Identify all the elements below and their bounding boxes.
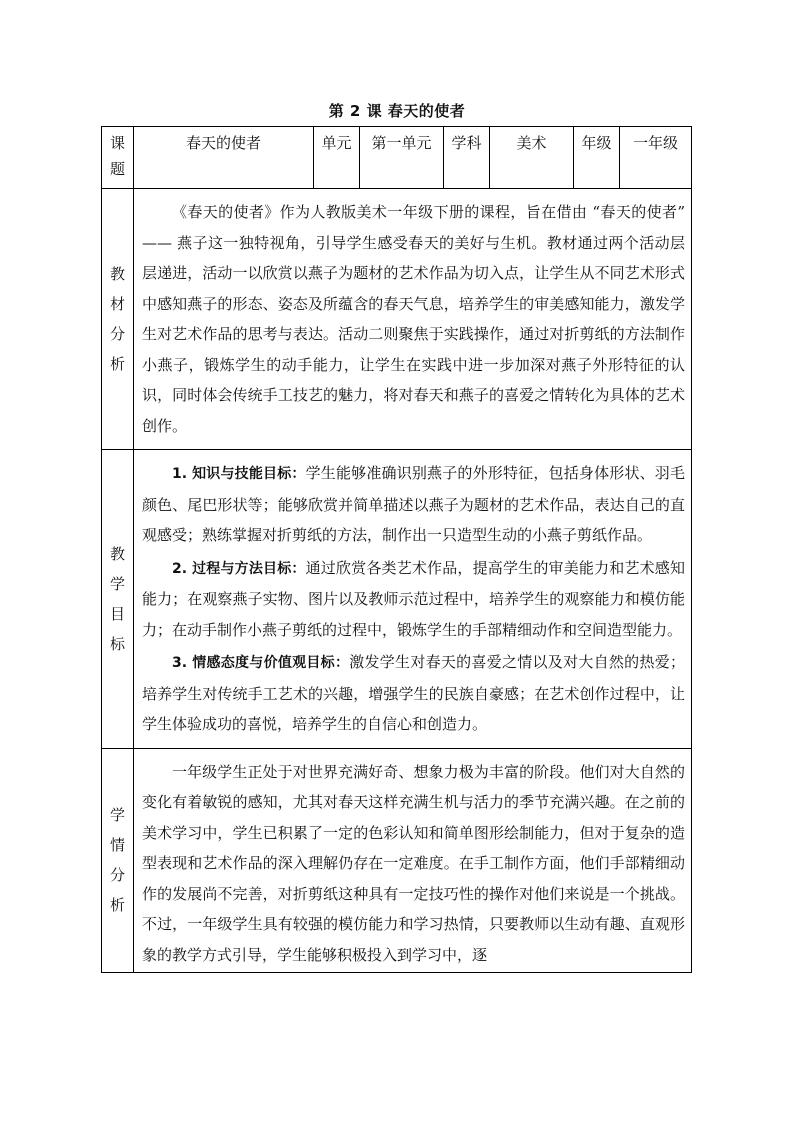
topic-value: 春天的使者 bbox=[134, 127, 314, 189]
goal-heading: 3. 情感态度与价值观目标： bbox=[172, 655, 350, 671]
page-title: 第 2 课 春天的使者 bbox=[328, 102, 466, 120]
grade-label: 年级 bbox=[574, 127, 620, 189]
teaching-goals-label-text: 教学目标 bbox=[109, 544, 125, 653]
teaching-goals-content bbox=[134, 450, 692, 749]
goal-heading: 2. 过程与方法目标： bbox=[172, 560, 306, 577]
goal-item bbox=[142, 458, 685, 551]
goal-item bbox=[142, 647, 685, 740]
goal-text: 通过欣赏各类艺术作品，提高学生的审美能力和艺术感知能力；在观察燕子实物、图片以及教师示范过程中，培养学生的观察能力和模仿能力；在动手制作小燕子剪纸的过程中，锻炼学生的手部精细动作和空间造型能力。 bbox=[142, 558, 685, 639]
subject-label: 学科 bbox=[444, 127, 490, 189]
goal-heading: 1. 知识与技能目标： bbox=[172, 466, 306, 482]
lesson-plan-table bbox=[101, 126, 692, 973]
topic-label-text: 课题 bbox=[109, 134, 125, 178]
learner-analysis-content bbox=[134, 748, 692, 973]
grade-value: 一年级 bbox=[620, 127, 692, 189]
learner-analysis-text: 一年级学生正处于对世界充满好奇、想象力极为丰富的阶段。他们对大自然的变化有着敏锐的感知，尤其对春天这样充满生机与活力的季节充满兴趣。在之前的美术学习中，学生已积累了一定的色彩认知和简单图形绘制能力，但对于复杂的造型表现和艺术作品的深入理解仍存在一定难度。在手工制作方面，他们手部精细动作的发展尚不完善，对折剪纸这种具有一定技巧性的操作对他们来说是一个挑战。不过，一年级学生具有较强的模仿能力和学习热情，只要教师以生动有趣、直观形象的教学方式引导，学生能够积极投入到学习中，逐 bbox=[142, 762, 685, 964]
topic-label bbox=[102, 127, 134, 189]
subject-value: 美术 bbox=[490, 127, 574, 189]
goal-text: 学生能够准确识别燕子的外形特征，包括身体形状、羽毛颜色、尾巴形状等；能够欣赏并简单描述以燕子为题材的艺术作品，表达自己的直观感受；熟练掌握对折剪纸的方法，制作出一只造型生动的小燕子剪纸作品。 bbox=[142, 464, 685, 544]
learner-analysis-label bbox=[102, 748, 134, 973]
material-analysis-label-text: 教材分析 bbox=[109, 265, 125, 373]
material-analysis-row bbox=[102, 189, 692, 450]
goal-item bbox=[142, 553, 685, 646]
learner-analysis-row bbox=[102, 748, 692, 973]
material-analysis-content bbox=[134, 189, 692, 450]
material-analysis-text: 《春天的使者》作为人教版美术一年级下册的课程，旨在借由 “春天的使者” —— 燕子这一独特视角，引导学生感受春天的美好与生机。教材通过两个活动层层递进，活动一以欣赏以燕子为题材的艺术作品为切入点，让学生从不同艺术形式中感知燕子的形态、姿态及所蕴含的春天气息，培养学生的审美感知能力，激发学生对艺术作品的思考与表达。活动二则聚焦于实践操作，通过对折剪纸的方法制作小燕子，锻炼学生的动手能力，让学生在实践中进一步加深对燕子外形特征的认识，同时体会传统手工技艺的魅力，将对春天和燕子的喜爱之情转化为具体的艺术创作。 bbox=[142, 203, 685, 435]
unit-label: 单元 bbox=[314, 127, 360, 189]
unit-value: 第一单元 bbox=[360, 127, 444, 189]
teaching-goals-label bbox=[102, 450, 134, 749]
learner-analysis-label-text: 学情分析 bbox=[109, 806, 125, 915]
goal-text: 激发学生对春天的喜爱之情以及对大自然的热爱；培养学生对传统手工艺术的兴趣，增强学生的民族自豪感；在艺术创作过程中，让学生体验成功的喜悦，培养学生的自信心和创造力。 bbox=[142, 653, 685, 733]
header-row bbox=[102, 127, 692, 189]
teaching-goals-row bbox=[102, 450, 692, 749]
material-analysis-label bbox=[102, 189, 134, 450]
